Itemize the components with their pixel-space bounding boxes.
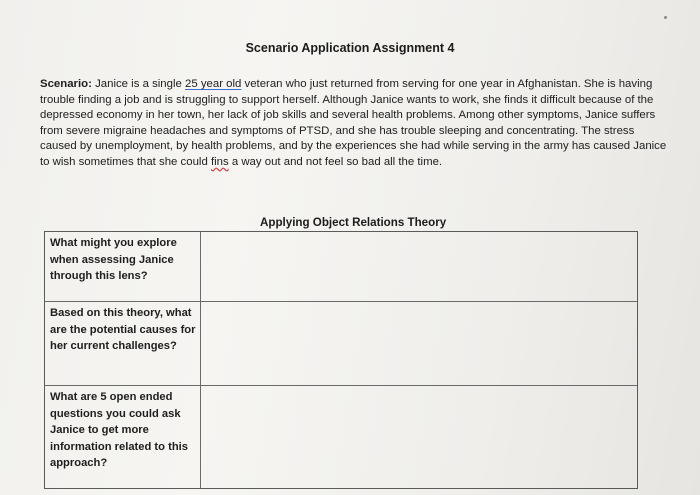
assignment-title: Scenario Application Assignment 4	[245, 41, 455, 55]
answer-cell[interactable]	[201, 232, 637, 301]
question-text: Based on this theory, what are the potential causes for her current challenges?	[50, 307, 196, 353]
scenario-paragraph	[40, 77, 672, 171]
table-title: Applying Object Relations Theory	[260, 216, 447, 229]
scenario-text-part2: veteran who just returned from serving for one year in Afghanistan. She is having trouble finding a job and is struggling to support herself. Although Janice wants to work, she finds it difficult because of the depressed economy in her town, her lack of job skills and several health problems. Among other symptoms, Janice suffers from severe migraine headaches and symptoms of PTSD, and she has trouble sleeping and concentrating. The stress caused by unemployment, by health problems, and by the experiences she had while serving in the army has caused Janice to wish sometimes that she could	[40, 78, 667, 168]
table-row	[45, 232, 637, 302]
answer-cell[interactable]	[201, 302, 637, 385]
table-row	[45, 386, 637, 488]
scenario-label: Scenario:	[40, 78, 92, 90]
scenario-misspelled-word: fins	[210, 155, 229, 168]
question-cell	[45, 386, 201, 488]
page-speck	[664, 16, 667, 19]
scenario-text-part1: Janice is a single	[91, 78, 185, 90]
table-row	[45, 302, 637, 386]
question-text: What are 5 open ended questions you could ask Janice to get more information related to this approach?	[50, 391, 188, 470]
answer-cell[interactable]	[201, 386, 637, 488]
theory-table	[44, 231, 638, 489]
question-cell	[45, 232, 201, 301]
question-cell	[45, 302, 201, 385]
scenario-age-phrase: 25 year old	[185, 78, 242, 90]
question-text: What might you explore when assessing Janice through this lens?	[50, 237, 177, 283]
scenario-text-part3: a way out and not feel so bad all the time.	[228, 155, 443, 168]
